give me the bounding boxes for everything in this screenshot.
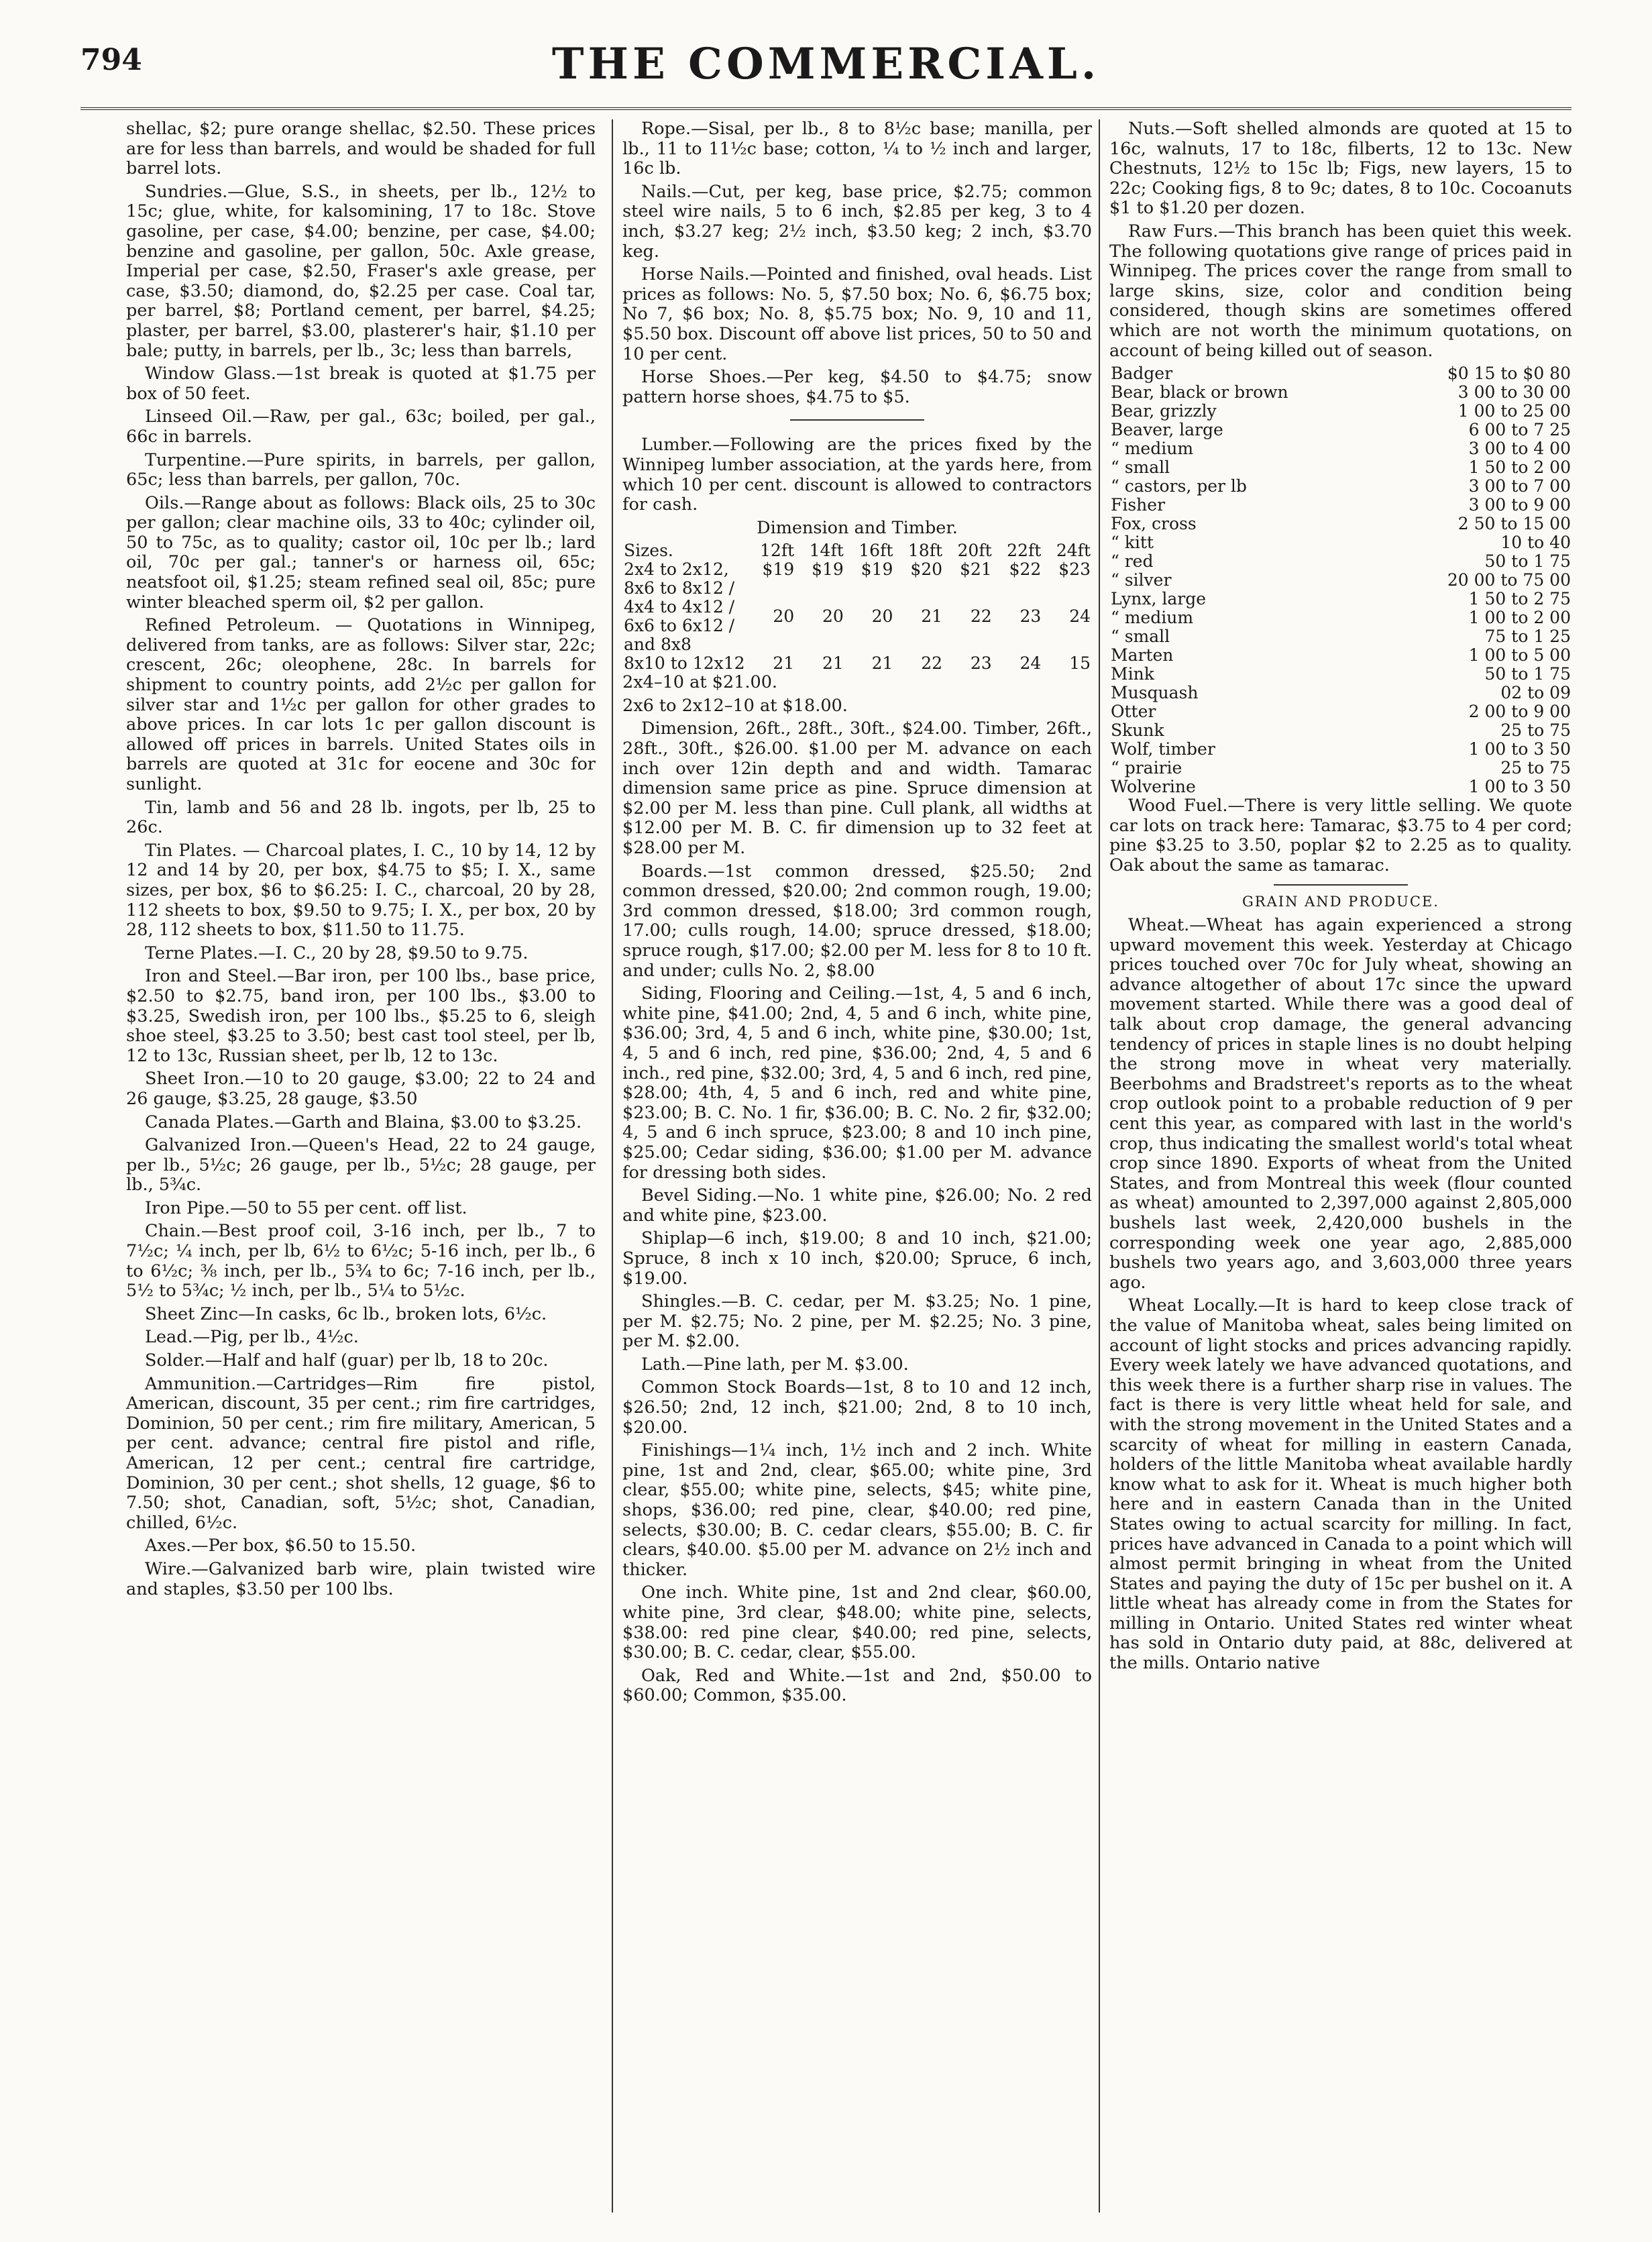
column-divider xyxy=(612,119,613,2212)
fur-name: Skunk xyxy=(1111,720,1164,741)
table-row xyxy=(1109,383,1572,402)
fur-name: “ castors, per lb xyxy=(1111,476,1247,496)
fur-price: 1 00 to 5 00 xyxy=(1468,645,1571,665)
table-cell: 22 xyxy=(970,606,992,627)
fur-name: “ small xyxy=(1111,458,1170,478)
fur-price: $0 15 to $0 80 xyxy=(1447,364,1571,384)
paragraph: Chain.—Best proof coil, 3-16 inch, per lb., 7 to 7½c; ¼ inch, per lb, 6½ to 6½c; 5-16 inch, per lb., 6 to 6½c; ⅜ inch, per lb., 5¾ to 6c; 7-16 inch, per lb., 5½ to 5¾c; ½ inch, per lb., 5¼ to 5½c. xyxy=(126,1221,596,1301)
table-cell: 20 xyxy=(871,606,893,627)
table-row xyxy=(622,579,1092,654)
paragraph: Solder.—Half and half (guar) per lb, 18 to 20c. xyxy=(145,1350,549,1371)
fur-price: 3 00 to 7 00 xyxy=(1468,476,1571,496)
table-cell: 23 xyxy=(1020,606,1042,627)
fur-price: 1 00 to 3 50 xyxy=(1468,739,1571,759)
header-rule xyxy=(80,107,1572,110)
table-header-cell: 16ft xyxy=(859,541,893,561)
table-row xyxy=(1109,439,1572,458)
paragraph: Tin, lamb and 56 and 28 lb. ingots, per lb, 25 to 26c. xyxy=(126,797,596,838)
paragraph: Window Glass.—1st break is quoted at $1.75 per box of 50 feet. xyxy=(126,364,596,404)
fur-name: Bear, grizzly xyxy=(1111,401,1217,421)
paragraph: Galvanized Iron.—Queen's Head, 22 to 24 gauge, per lb., 5½c; 26 gauge, per lb., 5½c; 28 gauge, per lb., 5¾c. xyxy=(126,1135,596,1195)
paragraph: Rope.—Sisal, per lb., 8 to 8½c base; manilla, per lb., 11 to 11½c base; cotton, ¼ to ½ inch and larger, 16c lb. xyxy=(622,119,1092,179)
paragraph: shellac, $2; pure orange shellac, $2.50. These prices are for less than barrels, and would be shaded for full barrel lots. xyxy=(126,119,596,179)
table-row xyxy=(1109,477,1572,496)
paragraph: Oak, Red and White.—1st and 2nd, $50.00 to $60.00; Common, $35.00. xyxy=(622,1665,1092,1706)
paragraph: Wire.—Galvanized barb wire, plain twisted wire and staples, $3.50 per 100 lbs. xyxy=(126,1558,596,1599)
table-cell: $23 xyxy=(1058,559,1091,580)
fur-price: 1 00 to 2 00 xyxy=(1468,608,1571,628)
fur-name: “ medium xyxy=(1111,608,1194,628)
fur-name: Lynx, large xyxy=(1111,589,1207,609)
paragraph: Horse Shoes.—Per keg, $4.50 to $4.75; snow pattern horse shoes, $4.75 to $5. xyxy=(622,367,1092,407)
paragraph: Siding, Flooring and Ceiling.—1st, 4, 5 and 6 inch, white pine, $41.00; 2nd, 4, 5 and 6 inch, white pine, $36.00; 3rd, 4, 5 and 6 inch, white pine, $30.00; 1st, 4, 5 and 6 inch, red pine, $36.00; 2nd, 4, 5 and 6 inch., red pine, $32.00; 3rd, 4, 5 and 6 inch, red pine, $28.00; 4th, 4, 5 and 6 inch, red and white pine, $23.00; B. C. No. 1 fir, $36.00; B. C. No. 2 fir, $32.00; 4, 5 and 6 inch spruce, $23.00; 8 and 10 inch pine, $25.00; Cedar siding, $36.00; $1.00 per M. advance for dressing both sides. xyxy=(622,983,1092,1183)
paragraph: Lath.—Pine lath, per M. $3.00. xyxy=(641,1354,909,1375)
fur-price: 25 to 75 xyxy=(1500,720,1571,741)
paragraph: Canada Plates.—Garth and Blaina, $3.00 to $3.25. xyxy=(145,1112,582,1132)
fur-price: 3 00 to 30 00 xyxy=(1457,382,1571,403)
paragraph: Raw Furs.—This branch has been quiet this week. The following quotations give range of prices paid in Winnipeg. The prices cover the range from small to large skins, size, color and condition being considered, though skins are sometimes offered which are not worth the minimum quotations, on account of being killed out of season. xyxy=(1109,221,1572,361)
table-cell: 2x4 to 2x12, xyxy=(624,559,729,580)
paragraph: Wheat Locally.—It is hard to keep close track of the value of Manitoba wheat, sales being limited on account of light stocks and prices advancing rapidly. Every week lately we have advanced quotations, and this week there is a further sharp rise in values. The fact is there is very little wheat held for sale, and with the strong movement in the United States and a scarcity of wheat for milling in eastern Canada, holders of the little Manitoba wheat available hardly know what to ask for it. Wheat is much higher both here and in eastern Canada than in the United States owing to actual scarcity for milling. In fact, prices have advanced in Canada to a point which will almost permit bringing in wheat from the United States and paying the duty of 15c per bushel on it. A little wheat has already come in from the States for milling in Ontario. United States red winter wheat has sold in Ontario duty paid, at 88c, delivered at the mills. Ontario native xyxy=(1109,1295,1572,1674)
lumber-price-table xyxy=(622,541,1092,673)
paragraph: Axes.—Per box, $6.50 to 15.50. xyxy=(145,1536,417,1556)
section-rule xyxy=(790,419,924,421)
fur-price: 20 00 to 75 00 xyxy=(1447,570,1571,590)
fur-price: 2 50 to 15 00 xyxy=(1457,514,1571,534)
table-row xyxy=(622,560,1092,579)
paragraph: Common Stock Boards—1st, 8 to 10 and 12 inch, $26.50; 2nd, 12 inch, $21.00; 2nd, 8 to 10 inch, $20.00. xyxy=(622,1377,1092,1438)
table-cell: $21 xyxy=(959,559,992,580)
section-heading: GRAIN AND PRODUCE. xyxy=(1242,893,1439,910)
table-cell: $19 xyxy=(861,559,893,580)
paragraph: Sundries.—Glue, S.S., in sheets, per lb., 12½ to 15c; glue, white, for kalsomining, 17 to 18c. Stove gasoline, per case, $4.00; benzine, per case, $4.00; benzine and gasoline, per gallon, 50c. Axle grease, Imperial per case, $2.50, Fraser's axle grease, per case, $3.50; diamond, do, $2.25 per case. Coal tar, per barrel, $8; Portland cement, per barrel, $4.25; plaster, per barrel, $3.00, plasterer's hair, $1.10 per bale; putty, in barrels, per lb., 3c; less than barrels, xyxy=(126,181,596,361)
fur-name: “ kitt xyxy=(1111,533,1154,553)
paragraph: Iron Pipe.—50 to 55 per cent. off list. xyxy=(145,1197,467,1218)
paragraph: Sheet Iron.—10 to 20 gauge, $3.00; 22 to 24 and 26 gauge, $3.25, 28 gauge, $3.50 xyxy=(126,1069,596,1109)
paragraph: Sheet Zinc—In casks, 6c lb., broken lots, 6½c. xyxy=(145,1303,547,1324)
table-row xyxy=(622,654,1092,673)
column-1 xyxy=(126,119,596,1603)
fur-name: Marten xyxy=(1111,645,1174,665)
fur-name: Wolverine xyxy=(1111,777,1196,797)
table-cell: 24 xyxy=(1020,653,1042,674)
table-header-cell: 24ft xyxy=(1056,541,1091,561)
fur-price: 02 to 09 xyxy=(1500,683,1571,703)
table-row xyxy=(1109,778,1572,796)
table-cell: 21 xyxy=(921,606,943,627)
fur-price: 6 00 to 7 25 xyxy=(1468,420,1571,440)
fur-name: “ small xyxy=(1111,627,1170,647)
fur-price: 10 to 40 xyxy=(1500,533,1571,553)
paragraph: Bevel Siding.—No. 1 white pine, $26.00; No. 2 red and white pine, $23.00. xyxy=(622,1185,1092,1226)
fur-name: Fisher xyxy=(1111,495,1166,515)
table-cell: 21 xyxy=(871,653,893,674)
column-3 xyxy=(1109,119,1572,1677)
table-cell: 8x6 to 8x12 / 4x4 to 4x12 / 6x6 to 6x12 / and 8x8 xyxy=(624,578,735,655)
raw-furs-table xyxy=(1109,364,1572,796)
table-row xyxy=(1109,665,1572,684)
table-row xyxy=(1109,552,1572,571)
lumber-intro: Lumber.—Following are the prices fixed by the Winnipeg lumber association, at the yards here, from which 10 per cent. discount is allowed to contractors for cash. xyxy=(622,435,1092,515)
fur-name: “ silver xyxy=(1111,570,1172,590)
paragraph: Wood Fuel.—There is very little selling. We quote car lots on track here: Tamarac, $3.75 to 4 per cord; pine $3.25 to 3.50, poplar $2 to 2.25 as to quality. Oak about the same as tamarac. xyxy=(1109,796,1572,875)
lumber-extra: 2x6 to 2x12–10 at $18.00. xyxy=(622,695,848,716)
paragraph: Horse Nails.—Pointed and finished, oval heads. List prices as follows: No. 5, $7.50 box; No. 6, $6.75 box; No 7, $6 box; No. 8, $5.75 box; No. 9, 10 and 11, $5.50 box. Discount off above list prices, 50 to 50 and 10 per cent. xyxy=(622,264,1092,364)
paragraph: Lead.—Pig, per lb., 4½c. xyxy=(145,1327,359,1348)
masthead xyxy=(80,39,1572,99)
table-row xyxy=(1109,646,1572,665)
paragraph: One inch. White pine, 1st and 2nd clear, $60.00, white pine, 3rd clear, $48.00; white pine, selects, $38.00: red pine clear, $40.00; red pine, selects, $30.00; B. C. cedar, clear, $55.00. xyxy=(622,1583,1092,1663)
paragraph: Dimension, 26ft., 28ft., 30ft., $24.00. Timber, 26ft., 28ft., 30ft., $26.00. $1.00 per M. advance on each inch over 12in depth and and width. Tamarac dimension same price as pine. Spruce dimension at $2.00 per M. less than pine. Cull plank, all widths at $12.00 per M. B. C. fir dimension up to 32 feet at $28.00 per M. xyxy=(622,718,1092,859)
table-cell: 21 xyxy=(773,653,795,674)
paragraph: Boards.—1st common dressed, $25.50; 2nd common dressed, $20.00; 2nd common rough, 19.00; 3rd common dressed, $18.00; 3rd common rough, 17.00; culls rough, 14.00; spruce dressed, $18.00; spruce rough, $17.00; $2.00 per M. less for 8 to 10 ft. and under; culls No. 2, $8.00 xyxy=(622,861,1092,981)
table-row xyxy=(1109,421,1572,439)
paragraph: Refined Petroleum. — Quotations in Winnipeg, delivered from tanks, are as follows: Silver star, 22c; crescent, 26c; oleophene, 28c. In barrels for shipment to country points, add 2½c per gallon for silver star and 1½c per gallon for other grades to above prices. In car lots 1c per gallon discount is allowed off prices in barrels. United States oils in barrels are quoted at 31c for eocene and 30c for sunlight. xyxy=(126,615,596,794)
fur-price: 1 00 to 25 00 xyxy=(1457,401,1571,421)
table-row xyxy=(1109,627,1572,646)
table-row xyxy=(1109,496,1572,515)
fur-name: “ prairie xyxy=(1111,758,1182,778)
paragraph: Ammunition.—Cartridges—Rim fire pistol, American, discount, 35 per cent.; rim fire cartridges, Dominion, 50 per cent.; rim fire military, American, 5 per cent. advance; central fire pistol and rifle, American, 12 per cent.; central fire cartridge, Dominion, 30 per cent.; shot shells, 12 guage, $6 to 7.50; shot, Canadian, soft, 5½c; shot, Canadian, chilled, 6½c. xyxy=(126,1373,596,1533)
table-cell: 20 xyxy=(773,606,795,627)
paragraph: Wheat.—Wheat has again experienced a strong upward movement this week. Yesterday at Chicago prices touched over 70c for July wheat, showing an advance altogether of about 17c since the upward movement started. While there was a good deal of talk about crop damage, the general advancing tendency of prices in staple lines is no doubt helping the strong move in wheat very materially. Beerbohms and Bradstreet's reports as to the wheat crop outlook point to a probable reduction of 9 per cent this year, as compared with last in the world's crop, thus indicating the smallest world's total wheat crop since 1890. Exports of wheat from the United States, and from Montreal this week (flour counted as wheat) amounted to 2,397,000 against 2,805,000 bushels last week, 2,420,000 bushels in the corresponding week one year ago, 2,885,000 bushels two years ago, and 3,603,000 three years ago. xyxy=(1109,915,1572,1293)
table-row xyxy=(1109,740,1572,759)
table-row xyxy=(1109,590,1572,608)
paragraph: Shiplap—6 inch, $19.00; 8 and 10 inch, $21.00; Spruce, 8 inch x 10 inch, $20.00; Spruce, 6 inch, $19.00. xyxy=(622,1228,1092,1289)
table-row xyxy=(1109,684,1572,702)
section-rule xyxy=(1274,884,1408,886)
fur-name: Musquash xyxy=(1111,683,1199,703)
table-cell: 21 xyxy=(822,653,844,674)
table-row xyxy=(1109,721,1572,740)
table-row xyxy=(1109,402,1572,421)
column-divider xyxy=(1099,119,1100,2212)
page-number: 794 xyxy=(80,43,142,77)
table-cell: $19 xyxy=(762,559,795,580)
table-row xyxy=(1109,458,1572,477)
table-header-cell: Sizes. xyxy=(624,541,673,561)
table-header-cell: 22ft xyxy=(1007,541,1042,561)
table-row xyxy=(1109,702,1572,721)
paragraph: Oils.—Range about as follows: Black oils, 25 to 30c per gallon; clear machine oils, 33 to 40c; cylinder oil, 50 to 75c, as to quality; castor oil, 10c per lb.; lard oil, 70c per gal.; tanner's or harness oil, 65c; neatsfoot oil, $1.25; steam refined seal oil, 85c; pure winter bleached sperm oil, $2 per gallon. xyxy=(126,492,596,612)
paragraph: Terne Plates.—I. C., 20 by 28, $9.50 to 9.75. xyxy=(145,943,529,963)
lumber-extra: 2x4–10 at $21.00. xyxy=(622,672,778,693)
table-cell: $20 xyxy=(910,559,943,580)
table-row xyxy=(1109,515,1572,533)
table-cell: 22 xyxy=(921,653,943,674)
paragraph: Iron and Steel.—Bar iron, per 100 lbs., base price, $2.50 to $2.75, band iron, per 100 lbs., $3.00 to $3.25, Swedish iron, per 100 lbs., $5.25 to 6, sleigh shoe steel, $3.25 to 3.50; best cast tool steel, per lb, 12 to 13c, Russian sheet, per lb, 12 to 13c. xyxy=(126,966,596,1066)
table-row xyxy=(1109,759,1572,778)
table-row xyxy=(1109,608,1572,627)
fur-price: 50 to 1 75 xyxy=(1484,664,1571,684)
fur-price: 2 00 to 9 00 xyxy=(1468,702,1571,722)
fur-name: Mink xyxy=(1111,664,1154,684)
fur-name: Bear, black or brown xyxy=(1111,382,1288,403)
table-cell: 15 xyxy=(1069,653,1091,674)
table-header-cell: 12ft xyxy=(760,541,795,561)
table-header-cell: 14ft xyxy=(809,541,844,561)
fur-price: 50 to 1 75 xyxy=(1484,551,1571,572)
fur-price: 75 to 1 25 xyxy=(1484,627,1571,647)
fur-price: 25 to 75 xyxy=(1500,758,1571,778)
table-header-cell: 18ft xyxy=(907,541,943,561)
paragraph: Finishings—1¼ inch, 1½ inch and 2 inch. White pine, 1st and 2nd, clear, $65.00; white pine, 3rd clear, $55.00; white pine, selects, $45; white pine, shops, $36.00; red pine, clear, $40.00; red pine, selects, $30.00; B. C. cedar clears, $55.00; B. C. fir clears, $40.00. $5.00 per M. advance on 2½ inch and thicker. xyxy=(622,1440,1092,1580)
table-cell: $19 xyxy=(812,559,844,580)
fur-price: 1 50 to 2 75 xyxy=(1468,589,1571,609)
table-header-row xyxy=(622,541,1092,560)
paragraph: Nuts.—Soft shelled almonds are quoted at 15 to 16c, walnuts, 17 to 18c, filberts, 12 to 13c. New Chestnuts, 12½ to 15c lb; Figs, new layers, 15 to 22c; Cooking figs, 8 to 9c; dates, 8 to 10c. Cocoanuts $1 to $1.20 per dozen. xyxy=(1109,119,1572,219)
table-header-cell: 20ft xyxy=(957,541,992,561)
table-row xyxy=(1109,364,1572,383)
table-row xyxy=(1109,571,1572,590)
fur-price: 1 00 to 3 50 xyxy=(1468,777,1571,797)
fur-name: Otter xyxy=(1111,702,1156,722)
fur-name: “ red xyxy=(1111,551,1154,572)
fur-name: Wolf, timber xyxy=(1111,739,1215,759)
fur-name: Fox, cross xyxy=(1111,514,1197,534)
paragraph: Tin Plates. — Charcoal plates, I. C., 10 by 14, 12 by 12 and 14 by 20, per box, $4.75 to $5; I. X., same sizes, per box, $6 to $6.25: I. C., charcoal, 20 by 28, 112 sheets to box, $9.50 to 9.75; I. X., per box, 20 by 28, 112 sheets to box, $11.50 to 11.75. xyxy=(126,840,596,941)
paragraph: Shingles.—B. C. cedar, per M. $3.25; No. 1 pine, per M. $2.75; No. 2 pine, per M. $2.25; No. 3 pine, per M. $2.00. xyxy=(622,1291,1092,1352)
fur-name: “ medium xyxy=(1111,439,1194,459)
fur-price: 1 50 to 2 00 xyxy=(1468,458,1571,478)
paragraph: Turpentine.—Pure spirits, in barrels, per gallon, 65c; less than barrels, per gallon, 70c. xyxy=(126,449,596,490)
fur-name: Badger xyxy=(1111,364,1173,384)
journal-title: THE COMMERCIAL. xyxy=(551,39,1101,89)
table-cell: $22 xyxy=(1009,559,1042,580)
lumber-subhead: Dimension and Timber. xyxy=(757,517,958,538)
fur-price: 3 00 to 4 00 xyxy=(1468,439,1571,459)
fur-name: Beaver, large xyxy=(1111,420,1223,440)
table-row xyxy=(1109,533,1572,552)
fur-price: 3 00 to 9 00 xyxy=(1468,495,1571,515)
table-cell: 23 xyxy=(970,653,992,674)
paragraph: Linseed Oil.—Raw, per gal., 63c; boiled, per gal., 66c in barrels. xyxy=(126,407,596,447)
paragraph: Nails.—Cut, per keg, base price, $2.75; common steel wire nails, 5 to 6 inch, $2.85 per keg, 3 to 4 inch, $3.27 keg; 2½ inch, $3.50 keg; 2 inch, $3.70 keg. xyxy=(622,181,1092,262)
table-cell: 8x10 to 12x12 xyxy=(624,653,745,674)
column-2 xyxy=(622,119,1092,1709)
table-cell: 24 xyxy=(1069,606,1091,627)
table-cell: 20 xyxy=(822,606,844,627)
